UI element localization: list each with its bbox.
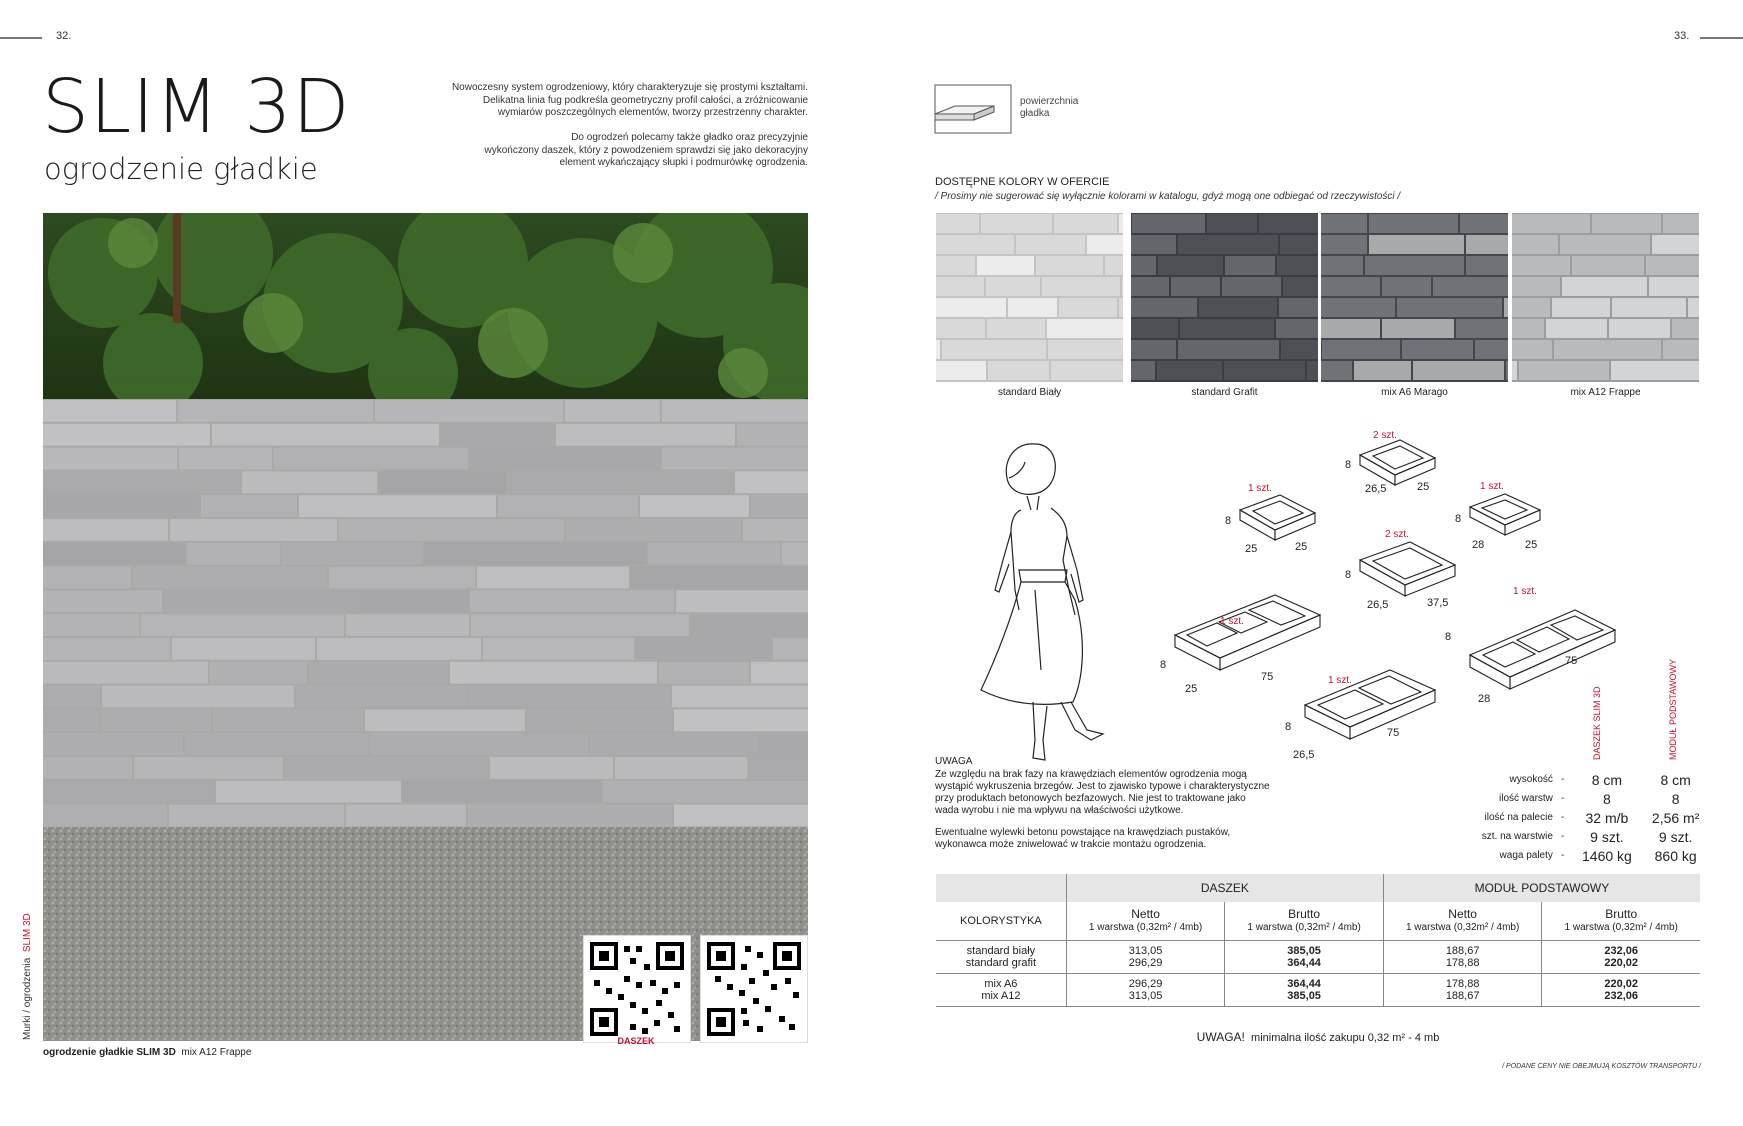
page-number-left: 32. [56, 30, 72, 42]
header-modul: MODUŁ PODSTAWOWY [1474, 881, 1610, 895]
dim-label: 26,5 [1367, 599, 1389, 611]
page-title: SLIM 3D [42, 64, 351, 150]
qty-label: 1 szt. [1220, 616, 1244, 627]
section-breadcrumb: Murki / ogrodzenia SLIM 3D [22, 913, 33, 1040]
table-row: mix A12 313,05 385,05 188,67 232,06 [936, 990, 1700, 1007]
dim-label: 8 [1345, 459, 1352, 471]
dim-label: 37,5 [1427, 597, 1449, 609]
dim-label: 25 [1245, 543, 1258, 555]
swatch-label: standard Biały [997, 387, 1062, 398]
dim-label: 75 [1261, 671, 1274, 683]
swatch-standard-grafit [1131, 213, 1318, 382]
fence-photo-illustration [43, 213, 808, 1041]
table-row: mix A6 296,29 364,44 178,88 220,02 [936, 973, 1700, 990]
qty-label: 2 szt. [1373, 430, 1397, 441]
spec-column-daszek: DASZEK SLIM 3D [1592, 686, 1602, 760]
table-row: standard biały 313,05 385,05 188,67 232,06 [936, 940, 1700, 957]
dim-label: 8 [1160, 659, 1167, 671]
swatch-label: mix A6 Marago [1381, 387, 1448, 398]
price-table-wrapper [936, 874, 1700, 1007]
qr-code-icon [584, 936, 690, 1042]
dim-label: 25 [1185, 683, 1198, 695]
header-kolorystyka: KOLORYSTYKA [936, 902, 1066, 940]
colors-heading: DOSTĘPNE KOLORY W OFERCIE [935, 176, 1110, 188]
swatch-mix-a6-marago [1321, 213, 1508, 382]
dim-label: 75 [1387, 727, 1400, 739]
qty-label: 1 szt. [1480, 481, 1504, 492]
dim-label: 75 [1565, 655, 1578, 667]
colors-note: / Prosimy nie sugerować się wyłącznie kolorami w katalogu, gdyż mogą one odbiegać od rzeczywistości / [935, 191, 1401, 202]
qr-code-modul[interactable] [700, 935, 808, 1043]
dim-label: 28 [1478, 693, 1491, 705]
left-page-rule [0, 37, 42, 39]
spec-row: ilość warstw - 8 8 [1499, 790, 1680, 807]
qty-label: 1 szt. [1513, 586, 1537, 597]
spec-table [1440, 770, 1710, 865]
qty-label: 1 szt. [1328, 675, 1352, 686]
dim-label: 25 [1525, 539, 1538, 551]
table-header-row [936, 874, 1700, 902]
spec-row: waga palety - 1460 kg 860 kg [1499, 847, 1697, 864]
page-number-right: 33. [1674, 30, 1690, 42]
table-row: standard grafit 296,29 364,44 178,88 220,02 [936, 957, 1700, 974]
swatch-label: mix A12 Frappe [1570, 387, 1641, 398]
swatch-mix-a12-frappe [1512, 213, 1699, 382]
intro-paragraph-2: Do ogrodzeń polecamy także gładko oraz precyzyjnie wykończony daszek, który z powodzeniem sprawdzi się jako dekoracyjny element wykańczający słupki i podmurówkę ogrodzenia. [484, 132, 808, 168]
qr-label-daszek: DASZEK [617, 1036, 655, 1046]
header-brutto: Brutto 1 warstwa (0,32m² / 4mb) [1564, 906, 1678, 933]
surface-label: powierzchnia gładka [1020, 96, 1079, 119]
qty-label: 1 szt. [1248, 483, 1272, 494]
price-table [936, 874, 1700, 1007]
right-page-rule [1700, 37, 1743, 39]
header-netto: Netto 1 warstwa (0,32m² / 4mb) [1383, 902, 1542, 940]
surface-smooth-icon [934, 84, 1012, 134]
header-netto: Netto 1 warstwa (0,32m² / 4mb) [1066, 902, 1225, 940]
dim-label: 8 [1345, 569, 1352, 581]
dim-label: 26,5 [1293, 749, 1315, 761]
spec-row: ilość na palecie - 32 m/b 2,56 m² [1484, 809, 1700, 826]
woman-scale-illustration [975, 440, 1145, 765]
dim-label: 25 [1295, 541, 1308, 553]
dim-label: 8 [1285, 721, 1292, 733]
dim-label: 28 [1472, 539, 1485, 551]
min-purchase-note: UWAGA! minimalna ilość zakupu 0,32 m² - 4 mb [1196, 1030, 1440, 1044]
fence-photo [43, 213, 808, 1041]
qr-code-daszek[interactable] [583, 935, 691, 1043]
block-dimensions-icon [1145, 430, 1655, 770]
table-subheader-row [936, 902, 1700, 940]
spec-row: szt. na warstwie - 9 szt. 9 szt. [1481, 828, 1693, 845]
smooth-surface-icon [934, 84, 1012, 134]
swatch-standard-bialy [936, 213, 1123, 382]
qr-code-icon [701, 936, 807, 1042]
intro-paragraph-1: Nowoczesny system ogrodzeniowy, który charakteryzuje się prostymi kształtami. Delikatna linia fug podkreśla geometryczny profil całości, a zróżnicowanie wymiarów poszczególnych elementów, tworzy przestrzenny charakter. [451, 82, 808, 118]
page-subtitle: ogrodzenie gładkie [44, 152, 318, 186]
dim-label: 8 [1225, 515, 1232, 527]
warning-block: UWAGA Ze względu na brak fazy na krawędziach elementów ogrodzenia mogą wystąpić wykruszenia brzegów. Jest to zjawisko typowe i charakterystyczne przy produktach betonowych bezfazowych. Nie jest to traktowane jako wada wyrobu i nie ma wpływu na właściwości użytkowe. Ewentualne wylewki betonu powstające na krawędziach pustaków, wykonawca może zniwelować w trakcie montażu ogrodzenia. [935, 756, 1270, 850]
product-dimensions-diagram [1145, 430, 1655, 770]
header-brutto: Brutto 1 warstwa (0,32m² / 4mb) [1225, 902, 1384, 940]
person-figure-icon [975, 440, 1145, 765]
spec-row: wysokość - 8 cm 8 cm [1509, 771, 1691, 788]
dim-label: 8 [1455, 513, 1462, 525]
spec-column-modul: MODUŁ PODSTAWOWY [1668, 659, 1678, 760]
photo-caption: ogrodzenie gładkie SLIM 3D mix A12 Frappe [43, 1047, 252, 1058]
header-daszek: DASZEK [1066, 874, 1383, 902]
dim-label: 8 [1445, 631, 1452, 643]
dim-label: 26,5 [1365, 483, 1387, 495]
transport-note: / PODANE CENY NIE OBEJMUJĄ KOSZTÓW TRANSPORTU / [1502, 1063, 1701, 1070]
qty-label: 2 szt. [1385, 529, 1409, 540]
dim-label: 25 [1417, 481, 1430, 493]
swatch-label: standard Grafit [1191, 387, 1258, 398]
